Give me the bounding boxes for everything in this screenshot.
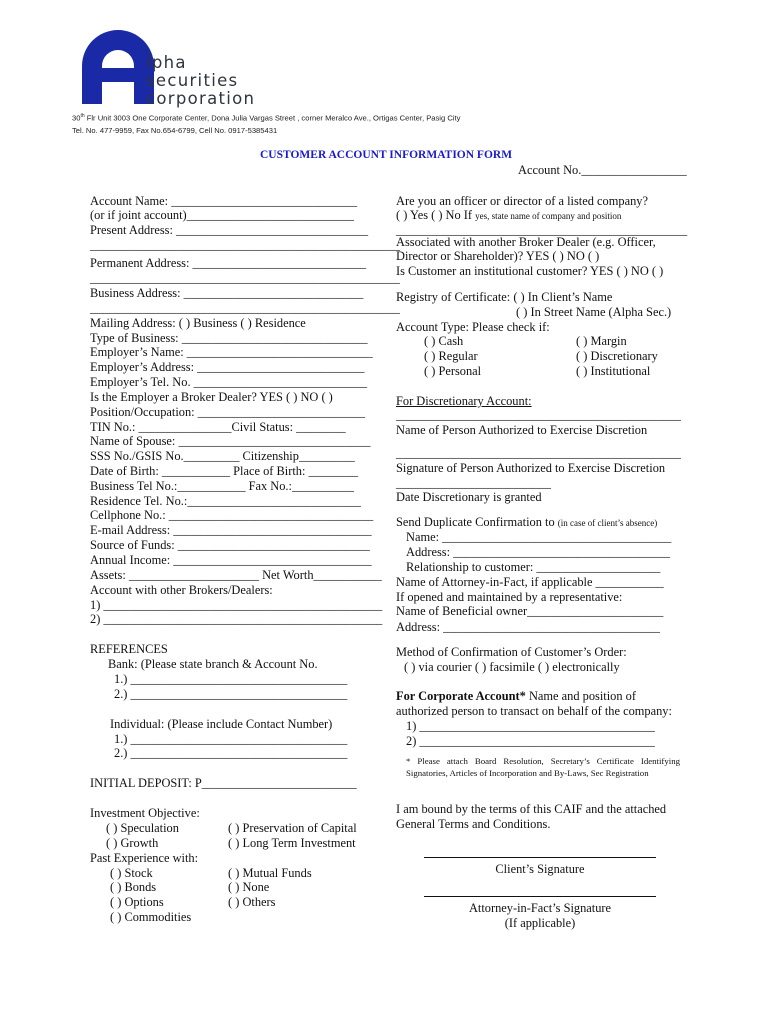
joint-account-field[interactable]: (or if joint account)___________________________ — [90, 208, 354, 222]
officer-question: Are you an officer or director of a listed company? — [396, 194, 648, 208]
residence-tel-field[interactable]: Residence Tel. No.:____________________________ — [90, 494, 361, 508]
attorney-signature-line[interactable] — [424, 896, 656, 897]
present-address-field[interactable]: Present Address: _______________________________ — [90, 223, 369, 237]
individual-reference-2-field[interactable]: 2.) ___________________________________ — [114, 746, 348, 760]
individual-reference-label: Individual: (Please include Contact Number) — [110, 717, 333, 731]
email-field[interactable]: E-mail Address: ________________________________ — [90, 523, 372, 537]
long-term-investment-checkbox[interactable]: ( ) Long Term Investment — [228, 836, 356, 850]
brand-line-1: lpha — [146, 53, 187, 72]
assets-field[interactable]: Assets: _____________________ Net Worth___________ — [90, 568, 382, 582]
discretionary-account-heading: For Discretionary Account: — [396, 394, 532, 408]
employer-tel-field[interactable]: Employer’s Tel. No. ____________________________ — [90, 375, 368, 389]
preservation-capital-checkbox[interactable]: ( ) Preservation of Capital — [228, 821, 357, 835]
corporate-account-label-2: authorized person to transact on behalf of the company: — [396, 704, 672, 718]
agreement-text-1: I am bound by the terms of this CAIF and the attached — [396, 802, 667, 816]
agreement-text-2: General Terms and Conditions. — [396, 817, 551, 831]
business-address-line-2[interactable]: __________________________________________________ — [90, 301, 400, 315]
relationship-field[interactable]: Relationship to customer: ____________________ — [406, 560, 661, 574]
business-tel-field[interactable]: Business Tel No.:___________ Fax No.:__________ — [90, 479, 354, 493]
employer-address-field[interactable]: Employer’s Address: ___________________________ — [90, 360, 365, 374]
stock-checkbox[interactable]: ( ) Stock — [110, 866, 153, 880]
address-line-1: 30th Flr Unit 3003 One Corporate Center, Dona Julia Vargas Street , corner Meralco Ave., Ortigas Center, Pasig City — [72, 113, 461, 123]
employer-name-field[interactable]: Employer’s Name: ______________________________ — [90, 345, 373, 359]
corporate-account-label: For Corporate Account* Name and position of — [396, 689, 636, 703]
authorized-signature-label: Signature of Person Authorized to Exercise Discretion — [396, 461, 666, 475]
duplicate-name-field[interactable]: Name: _____________________________________ — [406, 530, 672, 544]
associated-broker-question-1: Associated with another Broker Dealer (e.g. Officer, — [396, 235, 656, 249]
account-name-field[interactable]: Account Name: ______________________________ — [90, 194, 358, 208]
personal-checkbox[interactable]: ( ) Personal — [424, 364, 482, 378]
date-granted-line[interactable]: _________________________ — [396, 476, 551, 490]
institutional-checkbox[interactable]: ( ) Institutional — [576, 364, 651, 378]
other-broker-1-field[interactable]: 1) _____________________________________________ — [90, 598, 383, 612]
confirmation-method-options[interactable]: ( ) via courier ( ) facsimile ( ) electronically — [404, 660, 620, 674]
brand-line-3: corporation — [146, 89, 256, 108]
broker-dealer-question[interactable]: Is the Employer a Broker Dealer? YES ( ) NO ( ) — [90, 390, 333, 404]
authorized-person-label: Name of Person Authorized to Exercise Discretion — [396, 423, 648, 437]
margin-checkbox[interactable]: ( ) Margin — [576, 334, 627, 348]
references-heading: REFERENCES — [90, 642, 168, 656]
business-address-field[interactable]: Business Address: _____________________________ — [90, 286, 364, 300]
authorized-person-line[interactable]: ______________________________________________ — [396, 408, 681, 422]
duplicate-address-field[interactable]: Address: ___________________________________ — [406, 545, 670, 559]
options-checkbox[interactable]: ( ) Options — [110, 895, 164, 909]
individual-reference-1-field[interactable]: 1.) ___________________________________ — [114, 732, 348, 746]
account-number-field[interactable]: Account No._________________ — [518, 163, 687, 177]
officer-answer[interactable]: ( ) Yes ( ) No If yes, state name of company and position — [396, 208, 622, 222]
source-of-funds-field[interactable]: Source of Funds: _______________________________ — [90, 538, 370, 552]
if-applicable-label: (If applicable) — [504, 916, 576, 930]
brand-line-2: securities — [146, 71, 239, 90]
confirmation-method-label: Method of Confirmation of Customer’s Order: — [396, 645, 627, 659]
associated-broker-question-2[interactable]: Director or Shareholder)? YES ( ) NO ( ) — [396, 249, 600, 263]
authorized-signature-line[interactable]: ______________________________________________ — [396, 446, 681, 460]
other-broker-2-field[interactable]: 2) _____________________________________________ — [90, 612, 383, 626]
registry-street-name-checkbox[interactable]: ( ) In Street Name (Alpha Sec.) — [516, 305, 672, 319]
client-signature-label: Client’s Signature — [495, 862, 585, 876]
beneficial-owner-field[interactable]: Name of Beneficial owner______________________ — [396, 604, 664, 618]
past-experience-label: Past Experience with: — [90, 851, 199, 865]
representative-label: If opened and maintained by a representative: — [396, 590, 623, 604]
cash-checkbox[interactable]: ( ) Cash — [424, 334, 464, 348]
date-granted-label: Date Discretionary is granted — [396, 490, 542, 504]
attorney-in-fact-field[interactable]: Name of Attorney-in-Fact, if applicable ___________ — [396, 575, 664, 589]
registry-client-name-checkbox[interactable]: Registry of Certificate: ( ) In Client’s Name — [396, 290, 613, 304]
permanent-address-line-2[interactable]: __________________________________________________ — [90, 271, 400, 285]
attorney-signature-label: Attorney-in-Fact’s Signature — [468, 901, 612, 915]
type-of-business-field[interactable]: Type of Business: ______________________________ — [90, 331, 368, 345]
mailing-address-field[interactable]: Mailing Address: ( ) Business ( ) Residence — [90, 316, 306, 330]
tin-field[interactable]: TIN No.: _______________Civil Status: ________ — [90, 420, 346, 434]
permanent-address-field[interactable]: Permanent Address: ____________________________ — [90, 256, 367, 270]
none-checkbox[interactable]: ( ) None — [228, 880, 270, 894]
institutional-customer-question[interactable]: Is Customer an institutional customer? YES ( ) NO ( ) — [396, 264, 664, 278]
cellphone-field[interactable]: Cellphone No.: _________________________________ — [90, 508, 374, 522]
annual-income-field[interactable]: Annual Income: ________________________________ — [90, 553, 372, 567]
regular-checkbox[interactable]: ( ) Regular — [424, 349, 478, 363]
corporate-person-2-field[interactable]: 2) ______________________________________ — [406, 734, 655, 748]
account-type-label: Account Type: Please check if: — [396, 320, 550, 334]
attachment-note: * Please attach Board Resolution, Secretary’s Certificate Identifying Signatories, Articles of Incorporation and By-Laws, Sec Registration — [406, 756, 680, 778]
discretionary-checkbox[interactable]: ( ) Discretionary — [576, 349, 658, 363]
investment-objective-label: Investment Objective: — [90, 806, 200, 820]
address-line-2: Tel. No. 477-9959, Fax No.654-6799, Cell No. 0917-5385431 — [72, 126, 278, 135]
growth-checkbox[interactable]: ( ) Growth — [106, 836, 159, 850]
spouse-field[interactable]: Name of Spouse: _______________________________ — [90, 434, 371, 448]
bank-reference-1-field[interactable]: 1.) ___________________________________ — [114, 672, 348, 686]
bonds-checkbox[interactable]: ( ) Bonds — [110, 880, 157, 894]
bank-reference-label: Bank: (Please state branch & Account No. — [108, 657, 318, 671]
sss-field[interactable]: SSS No./GSIS No._________ Citizenship_________ — [90, 449, 355, 463]
form-title: CUSTOMER ACCOUNT INFORMATION FORM — [260, 149, 513, 161]
commodities-checkbox[interactable]: ( ) Commodities — [110, 910, 192, 924]
representative-address-field[interactable]: Address: ___________________________________ — [396, 620, 660, 634]
corporate-person-1-field[interactable]: 1) ______________________________________ — [406, 719, 655, 733]
initial-deposit-field[interactable]: INITIAL DEPOSIT: P_________________________ — [90, 776, 357, 790]
officer-details-field[interactable]: _______________________________________________ — [396, 223, 688, 237]
mutual-funds-checkbox[interactable]: ( ) Mutual Funds — [228, 866, 312, 880]
others-checkbox[interactable]: ( ) Others — [228, 895, 276, 909]
bank-reference-2-field[interactable]: 2.) ___________________________________ — [114, 687, 348, 701]
position-field[interactable]: Position/Occupation: ___________________________ — [90, 405, 365, 419]
date-of-birth-field[interactable]: Date of Birth: ___________ Place of Birth: ________ — [90, 464, 359, 478]
speculation-checkbox[interactable]: ( ) Speculation — [106, 821, 179, 835]
duplicate-confirmation-label: Send Duplicate Confirmation to (in case of client’s absence) — [396, 515, 658, 529]
other-brokers-label: Account with other Brokers/Dealers: — [90, 583, 273, 597]
present-address-line-2[interactable]: __________________________________________________ — [90, 238, 400, 252]
client-signature-line[interactable] — [424, 857, 656, 858]
